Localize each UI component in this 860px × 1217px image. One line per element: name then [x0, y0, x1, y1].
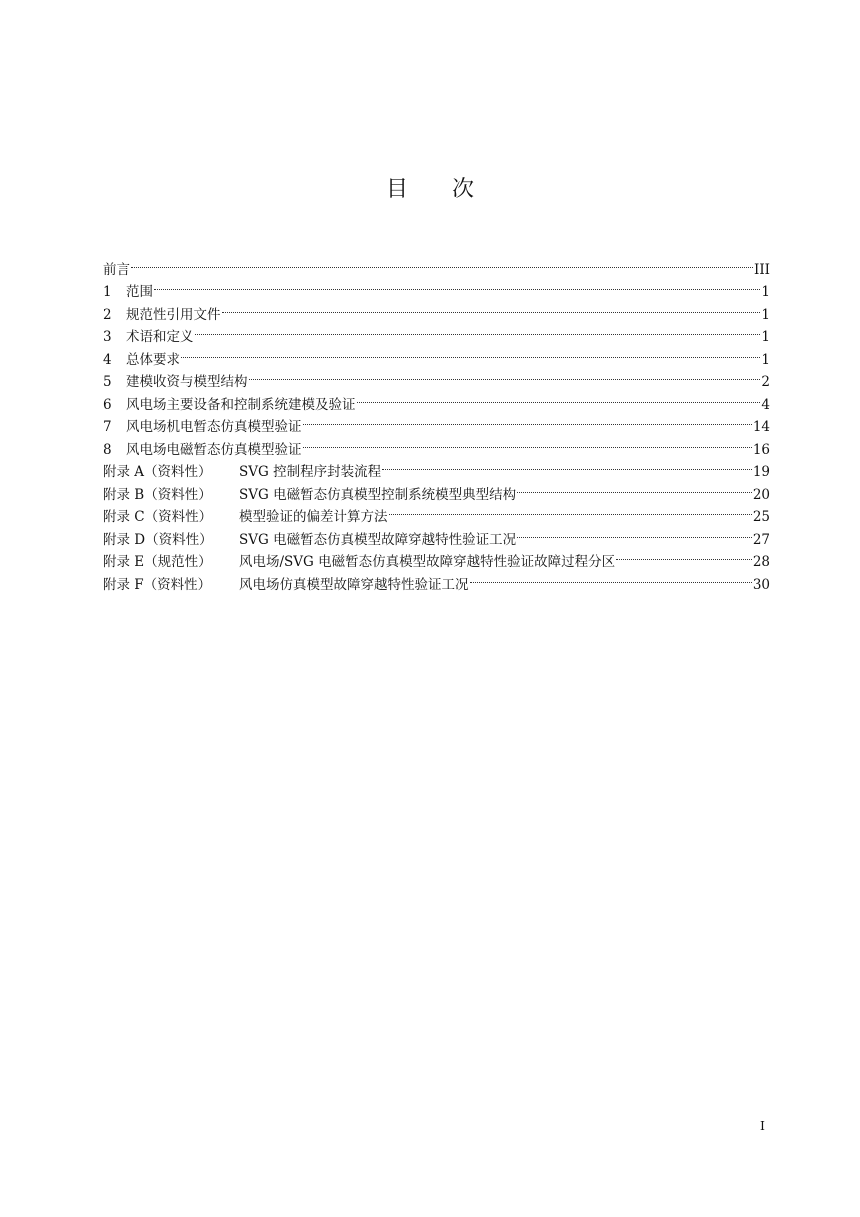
page-title-char-1: 目 [385, 177, 408, 202]
toc-entry-title: 范围 [126, 284, 153, 300]
toc-entry-title: 风电场/SVG 电磁暂态仿真模型故障穿越特性验证故障过程分区 [239, 554, 616, 570]
toc-entry-page: 30 [752, 576, 770, 593]
toc-entry-title: 前言 [103, 261, 130, 278]
toc-entry-number: 6 [103, 396, 112, 413]
toc-entry-page: 1 [761, 284, 770, 300]
toc-dot-leader [382, 454, 752, 477]
toc-entry-page: 2 [761, 374, 770, 390]
toc-entry-title: 风电场主要设备和控制系统建模及验证 [126, 396, 356, 413]
toc-dot-leader [303, 409, 752, 432]
toc-dot-leader [249, 364, 761, 387]
toc-dot-leader [470, 566, 752, 589]
table-of-contents [103, 251, 770, 593]
toc-entry-2[interactable] [103, 296, 770, 323]
toc-entry-page: III [754, 261, 770, 278]
toc-dot-leader [222, 296, 761, 319]
toc-entry-title: 模型验证的偏差计算方法 [239, 509, 388, 525]
toc-entry-page: 4 [761, 396, 770, 413]
toc-entry-title: 总体要求 [126, 351, 180, 368]
toc-entry-number: 1 [103, 284, 112, 300]
toc-entry-5[interactable] [103, 364, 770, 390]
toc-entry-number: 4 [103, 351, 112, 368]
toc-dot-leader [357, 386, 761, 409]
toc-entry-page: 1 [761, 351, 770, 368]
page-title-char-2: 次 [452, 177, 475, 202]
toc-entry-page: 1 [761, 306, 770, 323]
toc-entry-title: SVG 电磁暂态仿真模型故障穿越特性验证工况 [239, 531, 517, 548]
toc-entry-page: 14 [752, 419, 770, 435]
toc-entry-page: 1 [761, 329, 770, 345]
toc-entry-page: 19 [752, 464, 770, 480]
toc-entry-number: 3 [103, 329, 112, 345]
toc-entry-title: SVG 电磁暂态仿真模型控制系统模型典型结构 [239, 486, 517, 503]
toc-entry-page: 16 [752, 441, 770, 458]
toc-entry-page: 27 [752, 531, 770, 548]
toc-appendix-label: 附录 D（资料性） [103, 531, 213, 548]
toc-entry-title: 建模收资与模型结构 [126, 374, 248, 390]
toc-entry-4[interactable] [103, 341, 770, 368]
toc-entry-foreword[interactable] [103, 251, 770, 278]
toc-appendix-label: 附录 B（资料性） [103, 486, 212, 503]
toc-entry-number: 7 [103, 419, 112, 435]
toc-dot-leader [303, 431, 752, 454]
toc-entry-title: 风电场仿真模型故障穿越特性验证工况 [239, 576, 469, 593]
toc-dot-leader [517, 476, 752, 499]
toc-entry-page: 25 [752, 509, 770, 525]
toc-dot-leader [195, 319, 761, 342]
toc-appendix-label: 附录 C（资料性） [103, 509, 213, 525]
toc-appendix-label: 附录 A（资料性） [103, 464, 212, 480]
toc-entry-3[interactable] [103, 319, 770, 345]
toc-entry-number: 2 [103, 306, 112, 323]
page-number: I [760, 1118, 765, 1133]
toc-entry-title: 术语和定义 [126, 329, 194, 345]
toc-appendix-label: 附录 E（规范性） [103, 554, 212, 570]
toc-entry-number: 5 [103, 374, 112, 390]
toc-appendix-label: 附录 F（资料性） [103, 576, 212, 593]
toc-entry-page: 20 [752, 486, 770, 503]
toc-dot-leader [181, 341, 760, 364]
toc-dot-leader [154, 274, 760, 297]
toc-entry-title: SVG 控制程序封装流程 [239, 464, 382, 480]
toc-entry-1[interactable] [103, 274, 770, 300]
toc-entry-title: 风电场电磁暂态仿真模型验证 [126, 441, 302, 458]
page-title [0, 172, 860, 203]
toc-dot-leader [517, 521, 752, 544]
toc-dot-leader [131, 251, 753, 274]
toc-entry-page: 28 [752, 554, 770, 570]
toc-entry-number: 8 [103, 441, 112, 458]
toc-entry-title: 规范性引用文件 [126, 306, 221, 323]
toc-dot-leader [389, 499, 752, 522]
toc-dot-leader [616, 544, 752, 567]
toc-entry-title: 风电场机电暂态仿真模型验证 [126, 419, 302, 435]
